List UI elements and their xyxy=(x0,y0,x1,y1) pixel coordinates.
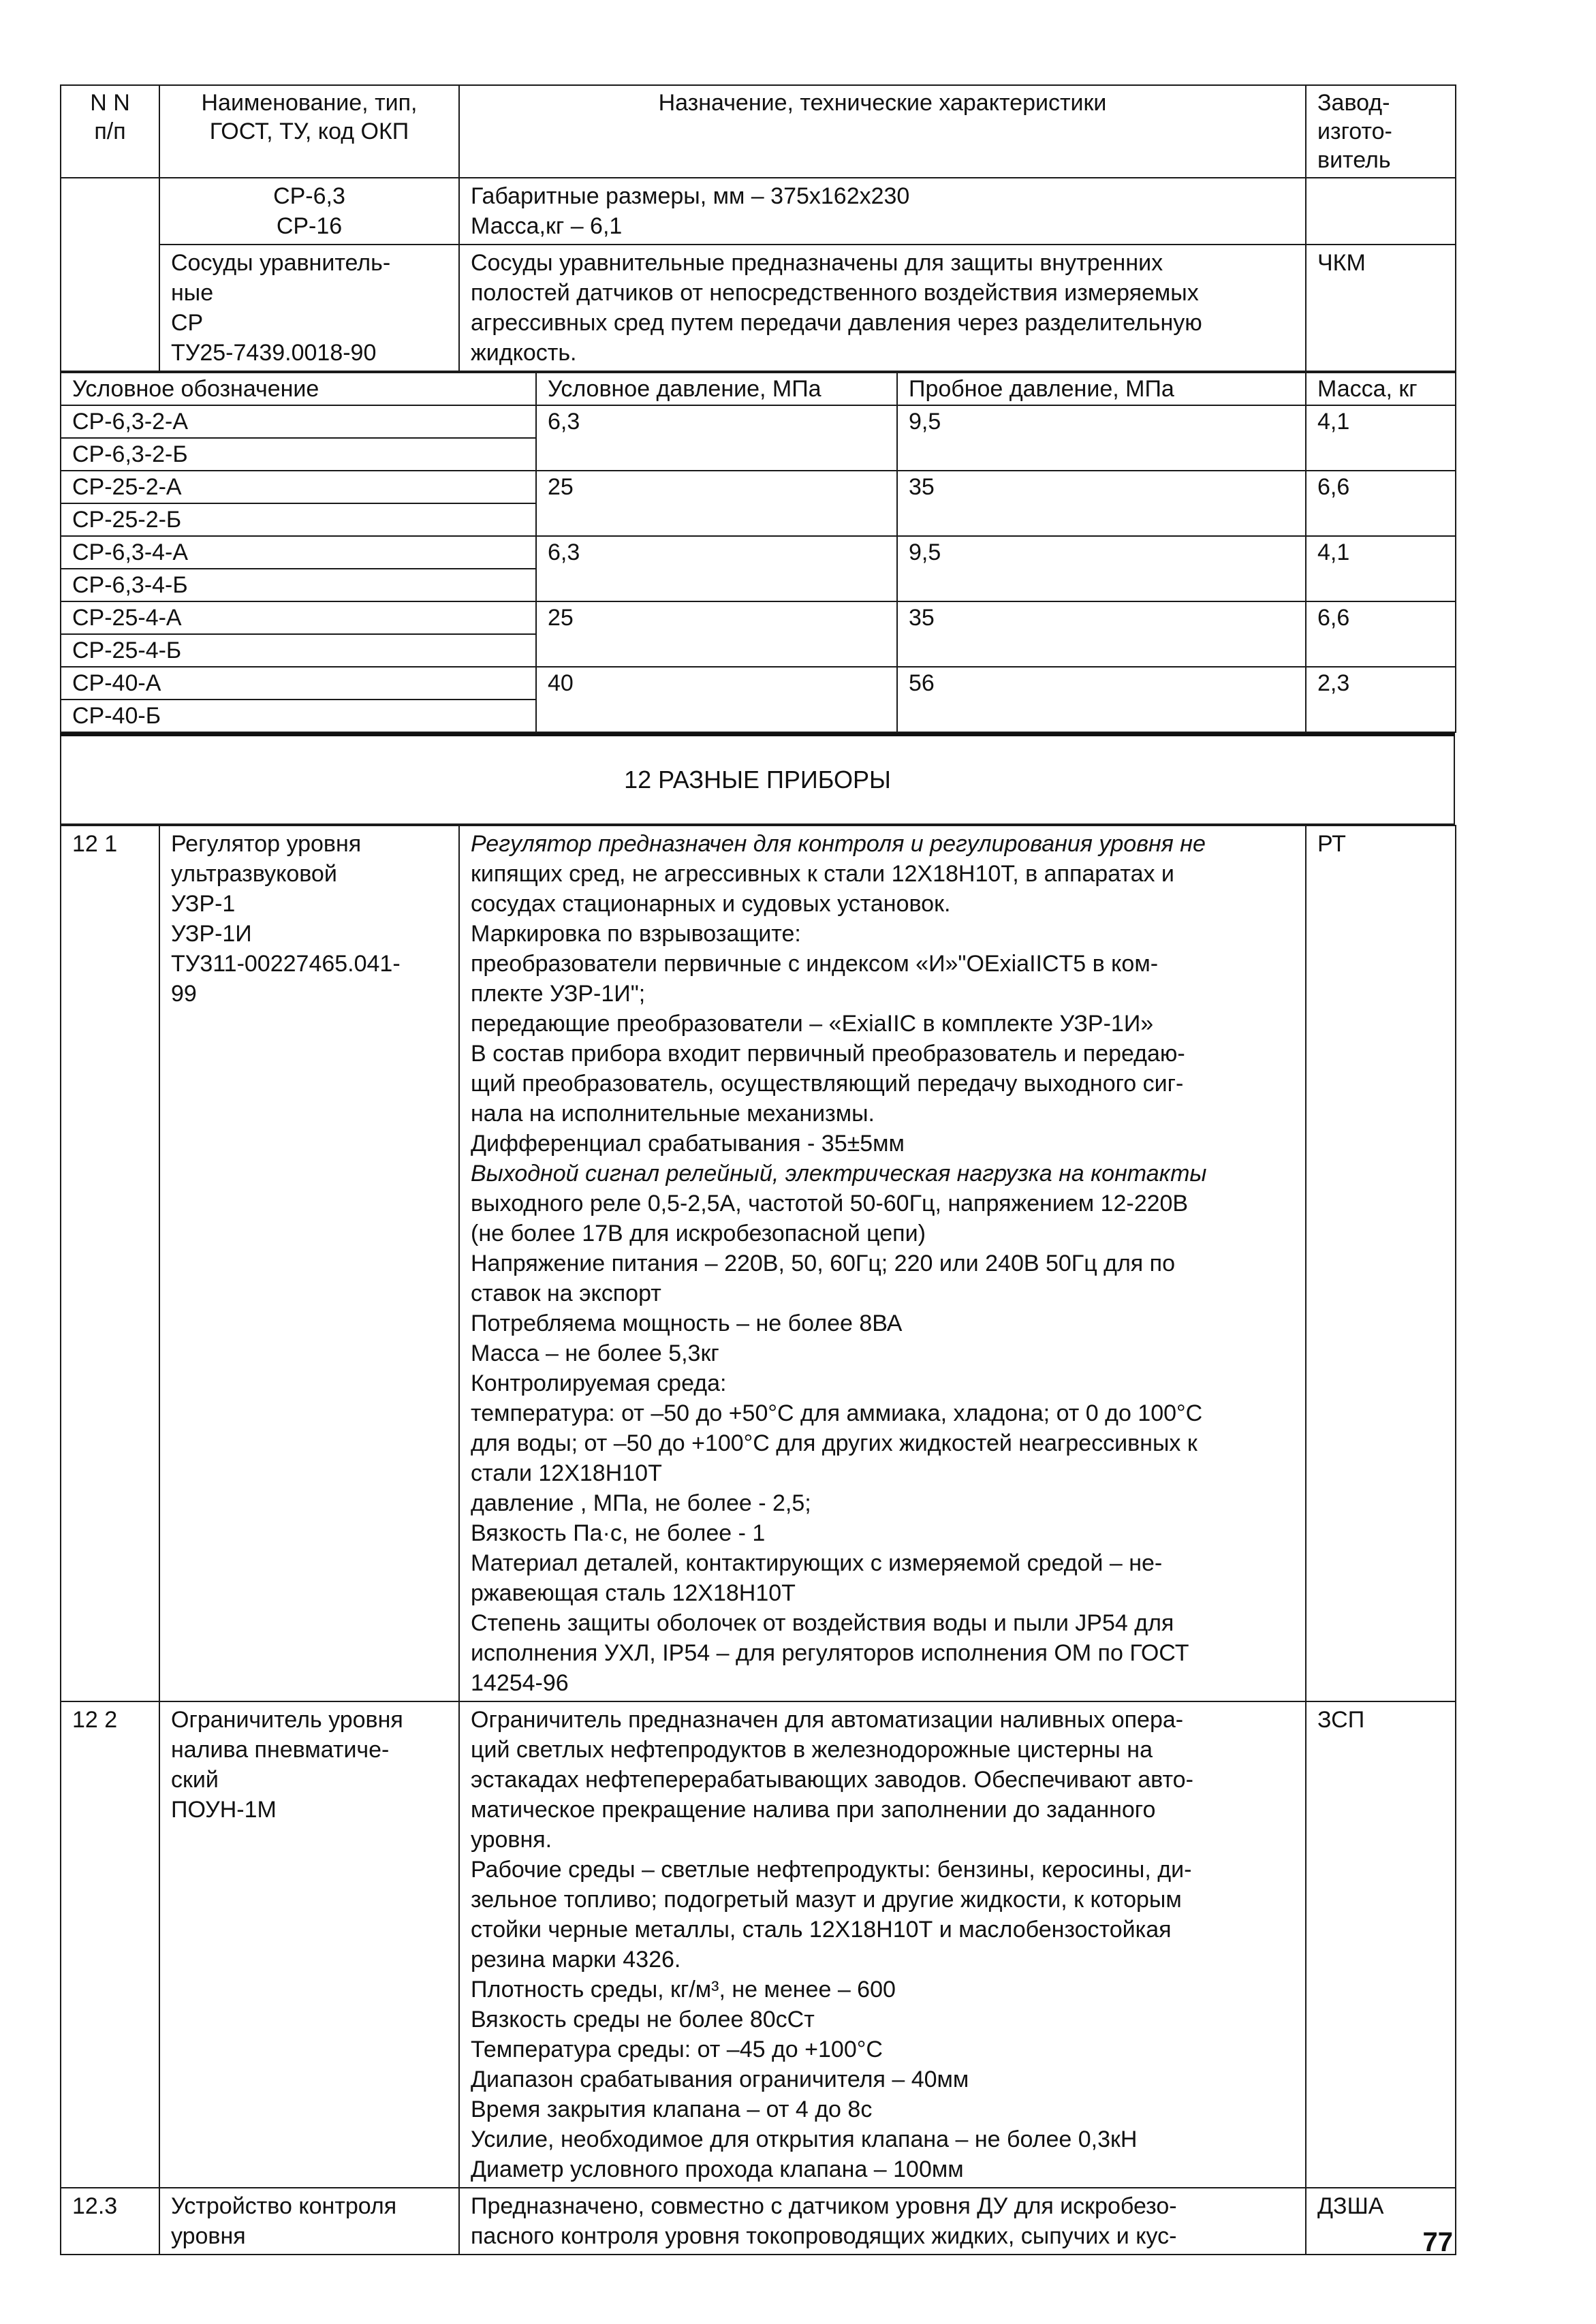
header-maker xyxy=(1306,85,1456,178)
device-name-line: ПОУН-1М xyxy=(171,1797,277,1823)
device-desc-line: Степень защиты оболочек от воздействия воды и пыли JP54 для xyxy=(471,1610,1174,1636)
vessel-nominal-pressure: 25 xyxy=(536,471,897,536)
device-desc-line: сосудах стационарных и судовых установок. xyxy=(471,891,951,917)
vessel-test-pressure: 9,5 xyxy=(897,536,1306,601)
vessel-nominal-pressure: 25 xyxy=(536,601,897,667)
device-name xyxy=(159,826,459,1701)
device-name-line: УЗР-1И xyxy=(171,921,252,947)
device-desc-line: ций светлых нефтепродуктов в железнодорожные цистерны на xyxy=(471,1737,1153,1763)
vessel-test-pressure: 35 xyxy=(897,601,1306,667)
vessel-test-pressure: 9,5 xyxy=(897,405,1306,471)
main-table xyxy=(60,84,1456,372)
device-desc-line: Время закрытия клапана – от 4 до 8с xyxy=(471,2097,873,2122)
continued-desc-line: Масса,кг – 6,1 xyxy=(471,213,623,239)
vessel-spec-row xyxy=(61,601,1456,634)
vessels-maker: ЧКМ xyxy=(1306,245,1456,371)
header-num-line: п/п xyxy=(94,119,126,144)
device-desc-line: нала на исполнительные механизмы. xyxy=(471,1101,875,1127)
device-desc-line: Маркировка по взрывозащите: xyxy=(471,921,801,947)
section-row xyxy=(61,735,1454,825)
device-desc-line: Рабочие среды – светлые нефтепродукты: бензины, керосины, ди- xyxy=(471,1857,1192,1883)
vessel-code: СР-25-4-А xyxy=(61,601,536,634)
header-num xyxy=(61,85,159,178)
device-desc-line: кипящих сред, не агрессивных к стали 12Х18Н10Т, в аппаратах и xyxy=(471,861,1174,887)
device-desc-line: зельное топливо; подогретый мазут и другие жидкости, к которым xyxy=(471,1887,1182,1913)
vessels-name-line: СР xyxy=(171,310,204,336)
device-desc-line: Материал деталей, контактирующих с измеряемой средой – не- xyxy=(471,1550,1163,1576)
vessel-code: СР-25-2-А xyxy=(61,471,536,503)
device-desc-line: Плотность среды, кг/м³, не менее – 600 xyxy=(471,1977,896,2003)
vessel-spec-table xyxy=(60,372,1456,733)
device-desc-line: Вязкость среды не более 80сСт xyxy=(471,2007,815,2032)
vessels-desc-line: Сосуды уравнительные предназначены для защиты внутренних xyxy=(471,250,1163,276)
device-desc-line: Температура среды: от –45 до +100°С xyxy=(471,2037,883,2062)
header-name-line: ГОСТ, ТУ, код ОКП xyxy=(209,119,409,144)
vessel-nominal-pressure: 6,3 xyxy=(536,405,897,471)
device-name-line: ТУ311-00227465.041- xyxy=(171,951,401,977)
device-desc-line: резина марки 4326. xyxy=(471,1947,681,1973)
device-desc-line: Потребляема мощность – не более 8ВА xyxy=(471,1310,903,1336)
header-name-line: Наименование, тип, xyxy=(201,90,418,116)
header-maker-line: витель xyxy=(1317,147,1391,173)
vessel-mass: 4,1 xyxy=(1306,536,1456,601)
vessel-mass: 6,6 xyxy=(1306,471,1456,536)
vessel-spec-body xyxy=(61,405,1456,732)
continued-name-line: СР-16 xyxy=(276,213,343,239)
device-name-line: Регулятор уровня xyxy=(171,831,362,857)
continued-maker xyxy=(1306,178,1456,245)
vessels-name-line: ные xyxy=(171,280,214,306)
device-desc-line: (не более 17В для искробезопасной цепи) xyxy=(471,1221,926,1246)
device-name-line: уровня xyxy=(171,2223,246,2249)
vessel-test-pressure: 35 xyxy=(897,471,1306,536)
vessel-code: СР-6,3-4-Б xyxy=(61,569,536,601)
vessel-mass: 6,6 xyxy=(1306,601,1456,667)
spec-header-test: Пробное давление, МПа xyxy=(897,373,1306,405)
device-desc-line: В состав прибора входит первичный преобразователь и передаю- xyxy=(471,1041,1185,1067)
device-name-line: ультразвуковой xyxy=(171,861,337,887)
device-desc-line: выходного реле 0,5-2,5А, частотой 50-60Гц, напряжением 12-220В xyxy=(471,1191,1189,1216)
continued-row xyxy=(61,178,1456,245)
section-table xyxy=(60,733,1455,825)
device-desc xyxy=(459,826,1306,1701)
device-desc-line: ставок на экспорт xyxy=(471,1281,661,1306)
vessel-spec-row xyxy=(61,471,1456,503)
continued-desc-line: Габаритные размеры, мм – 375х162х230 xyxy=(471,183,910,209)
vessels-row xyxy=(61,245,1456,371)
device-desc-line: Регулятор предназначен для контроля и регулирования уровня не xyxy=(471,831,1206,857)
device-desc-line: преобразователи первичные с индексом «И»"OExiaIICT5 в ком- xyxy=(471,951,1159,977)
device-desc-line: передающие преобразователи – «ExiaIIC в комплекте УЗР-1И» xyxy=(471,1011,1154,1037)
spec-header-code: Условное обозначение xyxy=(61,373,536,405)
vessel-mass: 2,3 xyxy=(1306,667,1456,732)
document-page xyxy=(60,84,1455,2255)
vessel-spec-row xyxy=(61,405,1456,438)
vessels-desc xyxy=(459,245,1306,371)
device-name-line: Устройство контроля xyxy=(171,2193,397,2219)
device-desc-line: пасного контроля уровня токопроводящих жидких, сыпучих и кус- xyxy=(471,2223,1177,2249)
device-name xyxy=(159,2188,459,2255)
vessel-code: СР-6,3-4-А xyxy=(61,536,536,569)
vessel-test-pressure: 56 xyxy=(897,667,1306,732)
vessels-desc-line: агрессивных сред путем передачи давления через разделительную xyxy=(471,310,1202,336)
device-desc-line: Напряжение питания – 220В, 50, 60Гц; 220 или 240В 50Гц для по xyxy=(471,1251,1175,1276)
section-title: 12 РАЗНЫЕ ПРИБОРЫ xyxy=(61,735,1454,825)
vessel-nominal-pressure: 6,3 xyxy=(536,536,897,601)
vessel-code: СР-40-Б xyxy=(61,700,536,732)
vessels-name-line: ТУ25-7439.0018-90 xyxy=(171,340,377,366)
device-name-line: Ограничитель уровня xyxy=(171,1707,403,1733)
continued-name-line: СР-6,3 xyxy=(273,183,345,209)
device-desc-line: уровня. xyxy=(471,1827,552,1853)
device-maker: ДЗША xyxy=(1306,2188,1456,2255)
device-desc-line: щий преобразователь, осуществляющий передачу выходного сиг- xyxy=(471,1071,1184,1097)
device-name-line: ский xyxy=(171,1767,219,1793)
vessel-spec-header xyxy=(61,373,1456,405)
device-name-line: УЗР-1 xyxy=(171,891,236,917)
vessel-code: СР-25-4-Б xyxy=(61,634,536,667)
device-desc xyxy=(459,2188,1306,2255)
vessels-desc-line: жидкость. xyxy=(471,340,577,366)
device-name-line: 99 xyxy=(171,981,197,1007)
header-num-line: N N xyxy=(90,90,130,116)
continued-name xyxy=(159,178,459,245)
spec-header-nominal: Условное давление, МПа xyxy=(536,373,897,405)
device-desc-line: Выходной сигнал релейный, электрическая нагрузка на контакты xyxy=(471,1161,1207,1187)
device-name-line: налива пневматиче- xyxy=(171,1737,390,1763)
device-desc-line: Вязкость Па·с, не более - 1 xyxy=(471,1520,766,1546)
vessels-desc-line: полостей датчиков от непосредственного воздействия измеряемых xyxy=(471,280,1199,306)
device-desc-line: стали 12Х18Н10Т xyxy=(471,1460,662,1486)
device-desc-line: Масса – не более 5,3кг xyxy=(471,1340,719,1366)
vessel-code: СР-6,3-2-А xyxy=(61,405,536,438)
vessel-code: СР-6,3-2-Б xyxy=(61,438,536,471)
device-row xyxy=(61,826,1456,1701)
header-maker-line: изгото- xyxy=(1317,119,1392,144)
header-maker-line: Завод- xyxy=(1317,90,1390,116)
continued-desc xyxy=(459,178,1306,245)
device-desc-line: Усилие, необходимое для открытия клапана – не более 0,3кН xyxy=(471,2126,1138,2152)
device-row xyxy=(61,2188,1456,2255)
spec-header-mass: Масса, кг xyxy=(1306,373,1456,405)
vessel-code: СР-25-2-Б xyxy=(61,503,536,536)
device-desc-line: давление , МПа, не более - 2,5; xyxy=(471,1490,811,1516)
device-desc-line: Диаметр условного прохода клапана – 100мм xyxy=(471,2156,964,2182)
device-desc-line: для воды; от –50 до +100°С для других жидкостей неагрессивных к xyxy=(471,1430,1198,1456)
device-row xyxy=(61,1701,1456,2188)
devices-body xyxy=(61,826,1456,2255)
device-desc-line: исполнения УХЛ, IP54 – для регуляторов исполнения ОМ по ГОСТ xyxy=(471,1640,1189,1666)
device-desc-line: матическое прекращение налива при заполнении до заданного xyxy=(471,1797,1156,1823)
device-maker: ЗСП xyxy=(1306,1701,1456,2188)
device-num: 12 2 xyxy=(61,1701,159,2188)
vessel-spec-row xyxy=(61,667,1456,700)
devices-table xyxy=(60,825,1456,2255)
device-desc-line: Ограничитель предназначен для автоматизации наливных опера- xyxy=(471,1707,1184,1733)
device-num: 12.3 xyxy=(61,2188,159,2255)
device-desc-line: Дифференциал срабатывания - 35±5мм xyxy=(471,1131,905,1157)
page-number: 77 xyxy=(1422,2227,1453,2257)
device-desc-line: эстакадах нефтеперерабатывающих заводов. Обеспечивают авто- xyxy=(471,1767,1193,1793)
device-desc-line: ржавеющая сталь 12Х18Н10Т xyxy=(471,1580,796,1606)
device-desc-line: Контролируемая среда: xyxy=(471,1370,727,1396)
continued-num xyxy=(61,178,159,371)
device-desc-line: 14254-96 xyxy=(471,1670,569,1696)
table-header-row xyxy=(61,85,1456,178)
device-maker: РТ xyxy=(1306,826,1456,1701)
vessel-mass: 4,1 xyxy=(1306,405,1456,471)
device-desc xyxy=(459,1701,1306,2188)
device-desc-line: плекте УЗР-1И"; xyxy=(471,981,646,1007)
device-desc-line: Предназначено, совместно с датчиком уровня ДУ для искробезо- xyxy=(471,2193,1177,2219)
device-desc-line: температура: от –50 до +50°С для аммиака, хладона; от 0 до 100°С xyxy=(471,1400,1203,1426)
device-name xyxy=(159,1701,459,2188)
vessel-code: СР-40-А xyxy=(61,667,536,700)
device-num: 12 1 xyxy=(61,826,159,1701)
header-name xyxy=(159,85,459,178)
vessel-nominal-pressure: 40 xyxy=(536,667,897,732)
device-desc-line: Диапазон срабатывания ограничителя – 40мм xyxy=(471,2067,969,2092)
header-desc: Назначение, технические характеристики xyxy=(459,85,1306,178)
vessels-name xyxy=(159,245,459,371)
device-desc-line: стойки черные металлы, сталь 12Х18Н10Т и маслобензостойкая xyxy=(471,1917,1172,1943)
vessels-name-line: Сосуды уравнитель- xyxy=(171,250,391,276)
vessel-spec-row xyxy=(61,536,1456,569)
